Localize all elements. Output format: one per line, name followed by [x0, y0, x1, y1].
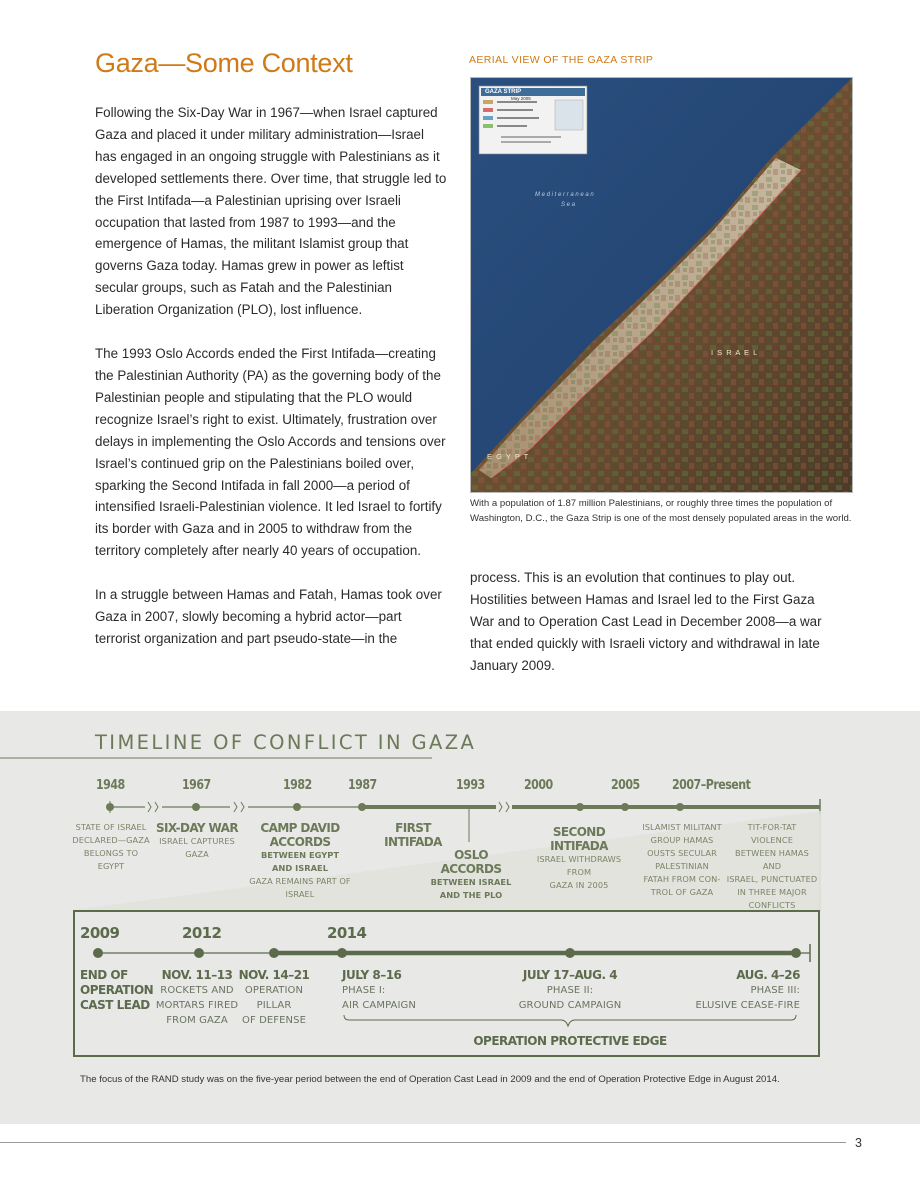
event-2007-violence: TIT-FOR-TAT VIOLENCE BETWEEN HAMAS AND ISRAEL, PUNCTUATED IN THREE MAJOR CONFLICTS — [726, 822, 818, 910]
event-1967: SIX-DAY WAR ISRAEL CAPTURES GAZA — [156, 821, 238, 859]
year-2005: 2005 — [611, 778, 640, 793]
event-2009: END OF OPERATION CAST LEAD — [80, 968, 154, 1012]
timeline-title: TIMELINE OF CONFLICT IN GAZA — [95, 731, 477, 754]
year-2009: 2009 — [80, 924, 120, 942]
page-title: Gaza—Some Context — [95, 48, 353, 78]
event-1948: STATE OF ISRAEL DECLARED—GAZA BELONGS TO EGYPT — [72, 822, 150, 871]
map-sea-label-2: S e a — [561, 202, 576, 208]
map-legend-date: May 2005 — [511, 96, 531, 101]
operation-protective-edge: OPERATION PROTECTIVE EDGE — [473, 1034, 667, 1048]
dot-2005 — [621, 803, 629, 811]
map-egypt-label: E G Y P T — [487, 452, 530, 461]
event-phase-2: JULY 17–AUG. 4 PHASE II: GROUND CAMPAIGN — [518, 968, 622, 1011]
timeline-caption: The focus of the RAND study was on the five-year period between the end of Operation Cast Lead in 2009 and the end of Operation Protective Edge in August 2014. — [80, 1074, 780, 1085]
event-2007-hamas: ISLAMIST MILITANT GROUP HAMAS OUSTS SECULAR PALESTINIAN FATAH FROM CON- TROL OF GAZA — [642, 822, 722, 897]
paragraph-3: In a struggle between Hamas and Fatah, Hamas took over Gaza in 2007, slowly becoming a hybrid actor—part terrorist organization and part pseudo-state—in the — [95, 587, 442, 646]
page-number: 3 — [855, 1136, 862, 1150]
body-column-left — [95, 102, 447, 672]
event-2012-pillar: NOV. 14–21 OPERATION PILLAR OF DEFENSE — [238, 968, 310, 1026]
year-1967: 1967 — [182, 778, 211, 793]
paragraph-2: The 1993 Oslo Accords ended the First Intifada—creating the Palestinian Authority (PA) as the governing body of the Palestinian people and stipulating that the PLO would recognize Israel’s right to exist. Ultimately, frustration over delays in implementing the Oslo Accords and tensions over Israel’s continued grip on the Palestinians boiled over, sparking the Second Intifada in fall 2000—a period of intensified Israeli-Palestinian violence. It led Israel to fortify its border with Gaza and in 2005 to withdraw from the territory completely after nearly 40 years of occupation. — [95, 346, 446, 559]
timeline-break-2 — [234, 802, 244, 812]
event-1987: FIRST INTIFADA — [384, 821, 442, 849]
paragraph-1: Following the Six-Day War in 1967—when Israel captured Gaza and placed it under military administration—Israel has engaged in an ongoing struggle with Palestinians as it developed settlements there. Over time, that struggle led to the First Intifada—a Palestinian uprising over Israeli occupation that lasted from 1987 to 1993—and the emergence of Hamas, the militant Islamist group that governs Gaza today. Hamas grew in power as leftist secular groups, such as Fatah and the Palestinian Liberation Organization (PLO), lost influence. — [95, 105, 447, 318]
event-2000: SECOND INTIFADA ISRAEL WITHDRAWS FROM GAZA IN 2005 — [536, 825, 622, 890]
year-2014: 2014 — [327, 924, 367, 942]
map-legend-title: GAZA STRIP — [485, 89, 522, 95]
dot-1948 — [106, 803, 114, 811]
body-column-right: process. This is an evolution that continues to play out. Hostilities between Hamas and Israel led to the First Gaza War and to Operation Cast Lead in December 2008—a war that ended quickly with Israeli victory and withdrawal in late January 2009. — [470, 570, 822, 673]
year-2000: 2000 — [524, 778, 553, 793]
dot-2007 — [676, 803, 684, 811]
event-2012-rockets: NOV. 11–13 ROCKETS AND MORTARS FIRED FROM GAZA — [155, 968, 239, 1026]
event-phase-1: JULY 8–16 PHASE I: AIR CAMPAIGN — [342, 968, 416, 1011]
year-1993: 1993 — [456, 778, 485, 793]
year-1987: 1987 — [348, 778, 377, 793]
year-1948: 1948 — [96, 778, 125, 793]
year-1982: 1982 — [283, 778, 312, 793]
event-1982: CAMP DAVID ACCORDS BETWEEN EGYPT AND ISRAEL GAZA REMAINS PART OF ISRAEL — [249, 821, 351, 899]
dot-1982 — [293, 803, 301, 811]
dot-1967 — [192, 803, 200, 811]
year-2012: 2012 — [182, 924, 222, 942]
map-sea-label: M e d i t e r r a n e a n — [535, 192, 594, 198]
dot-1987 — [358, 803, 366, 811]
timeline-break-3 — [499, 802, 509, 812]
event-1993: OSLO ACCORDS BETWEEN ISRAEL AND THE PLO — [430, 848, 512, 900]
timeline-break-1 — [148, 802, 158, 812]
event-phase-3: AUG. 4–26 PHASE III: ELUSIVE CEASE-FIRE — [695, 968, 800, 1011]
map-israel-label: I S R A E L — [711, 348, 759, 357]
aerial-map-image — [470, 77, 853, 493]
dot-2000 — [576, 803, 584, 811]
footer-rule — [0, 1142, 846, 1143]
map-label: AERIAL VIEW OF THE GAZA STRIP — [469, 54, 654, 66]
year-2007-present: 2007–Present — [672, 778, 751, 793]
map-caption: With a population of 1.87 million Palestinians, or roughly three times the population of Washington, D.C., the Gaza Strip is one of the most densely populated areas in the world. — [470, 498, 852, 524]
